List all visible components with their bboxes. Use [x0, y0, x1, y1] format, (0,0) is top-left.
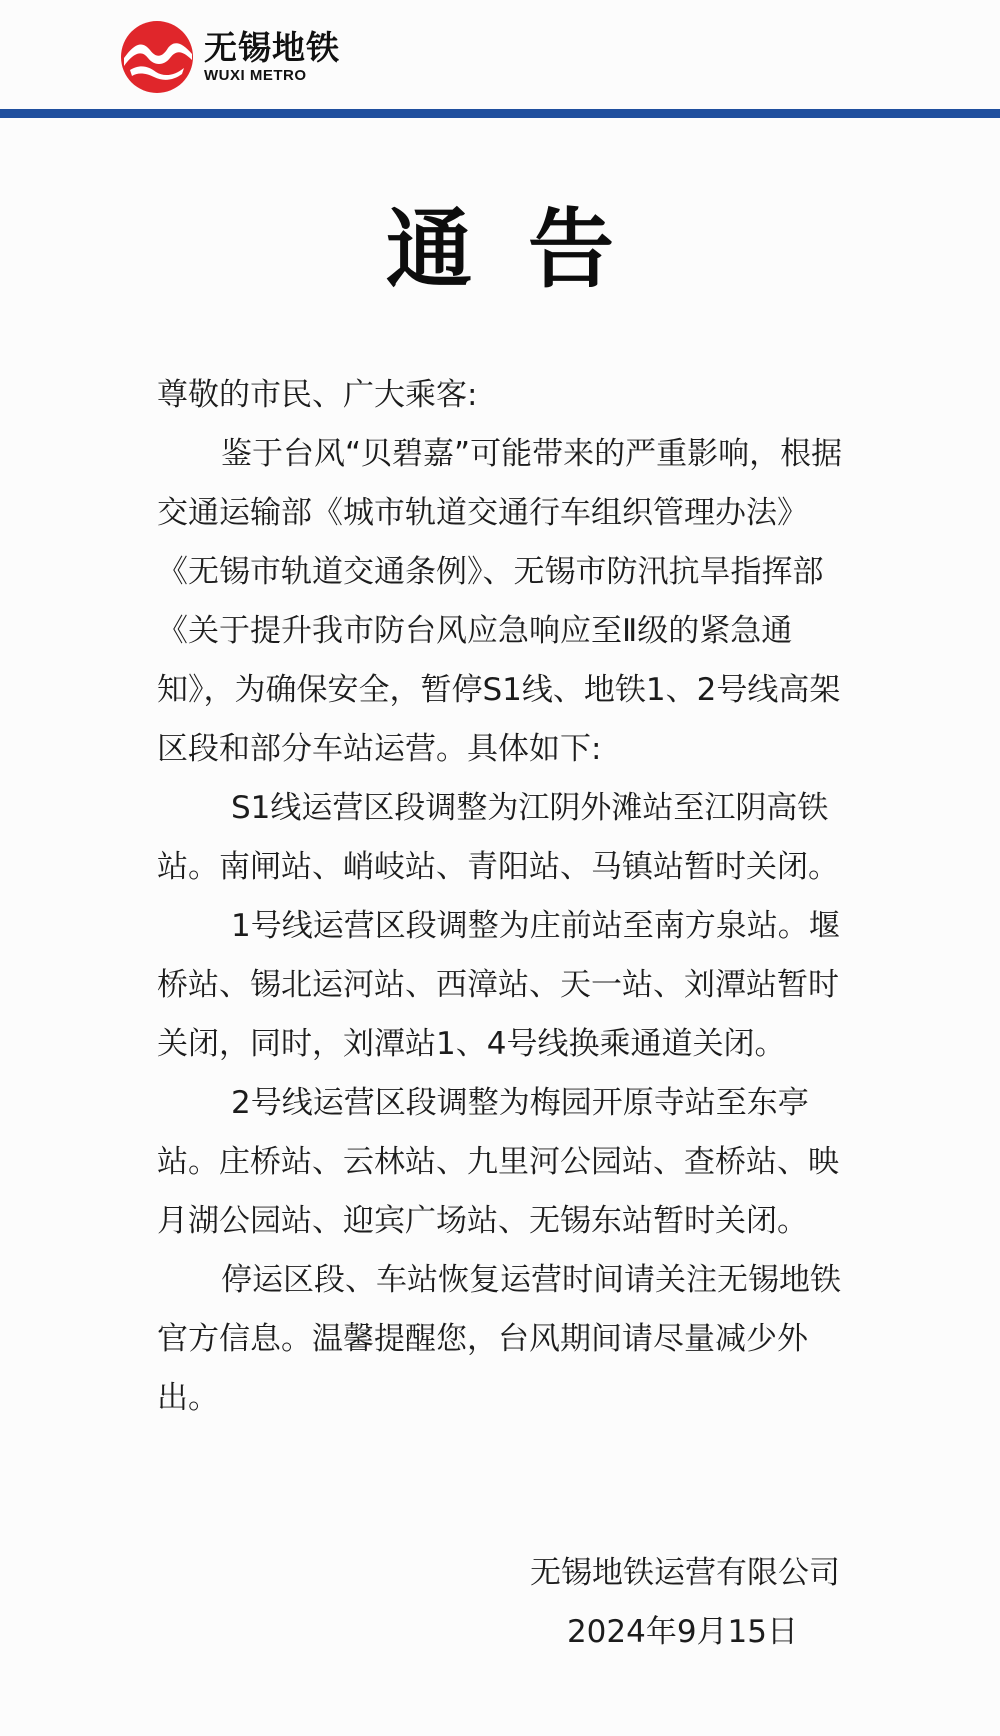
notice-title: 通告 — [386, 200, 670, 300]
issue-date: 2024年9月15日 — [566, 1614, 798, 1650]
salutation: 尊敬的市民、广大乘客: — [157, 377, 478, 413]
header-divider-bar — [0, 109, 1000, 118]
notice-body — [157, 366, 847, 1428]
notice-paragraph-line-2: 2号线运营区段调整为梅园开原寺站至东亭站。庄桥站、云林站、九里河公园站、查桥站、映月湖公园站、迎宾广场站、无锡东站暂时关闭。 — [157, 1085, 839, 1239]
brand-name-en: WUXI METRO — [204, 67, 307, 84]
logo — [120, 20, 340, 94]
wuxi-metro-logo-icon — [120, 20, 194, 94]
issuer-name: 无锡地铁运营有限公司 — [530, 1555, 840, 1591]
notice-paragraph-intro: 鉴于台风“贝碧嘉”可能带来的严重影响，根据交通运输部《城市轨道交通行车组织管理办法》《无锡市轨道交通条例》、无锡市防汛抗旱指挥部《关于提升我市防台风应急响应至Ⅱ级的紧急通知》，为确保安全，暂停S1线、地铁1、2号线高架区段和部分车站运营。具体如下: — [157, 436, 843, 767]
notice-paragraph-line-1: 1号线运营区段调整为庄前站至南方泉站。堰桥站、锡北运河站、西漳站、天一站、刘潭站暂时关闭，同时，刘潭站1、4号线换乘通道关闭。 — [157, 908, 840, 1062]
notice-paragraph-reminder: 停运区段、车站恢复运营时间请关注无锡地铁官方信息。温馨提醒您，台风期间请尽量减少外出。 — [157, 1262, 841, 1416]
signature-block — [480, 1544, 840, 1662]
header — [0, 0, 1000, 110]
notice-paragraph-s1-line: S1线运营区段调整为江阴外滩站至江阴高铁站。南闸站、峭岐站、青阳站、马镇站暂时关闭。 — [157, 790, 839, 885]
brand-name-cn: 无锡地铁 — [204, 28, 340, 67]
